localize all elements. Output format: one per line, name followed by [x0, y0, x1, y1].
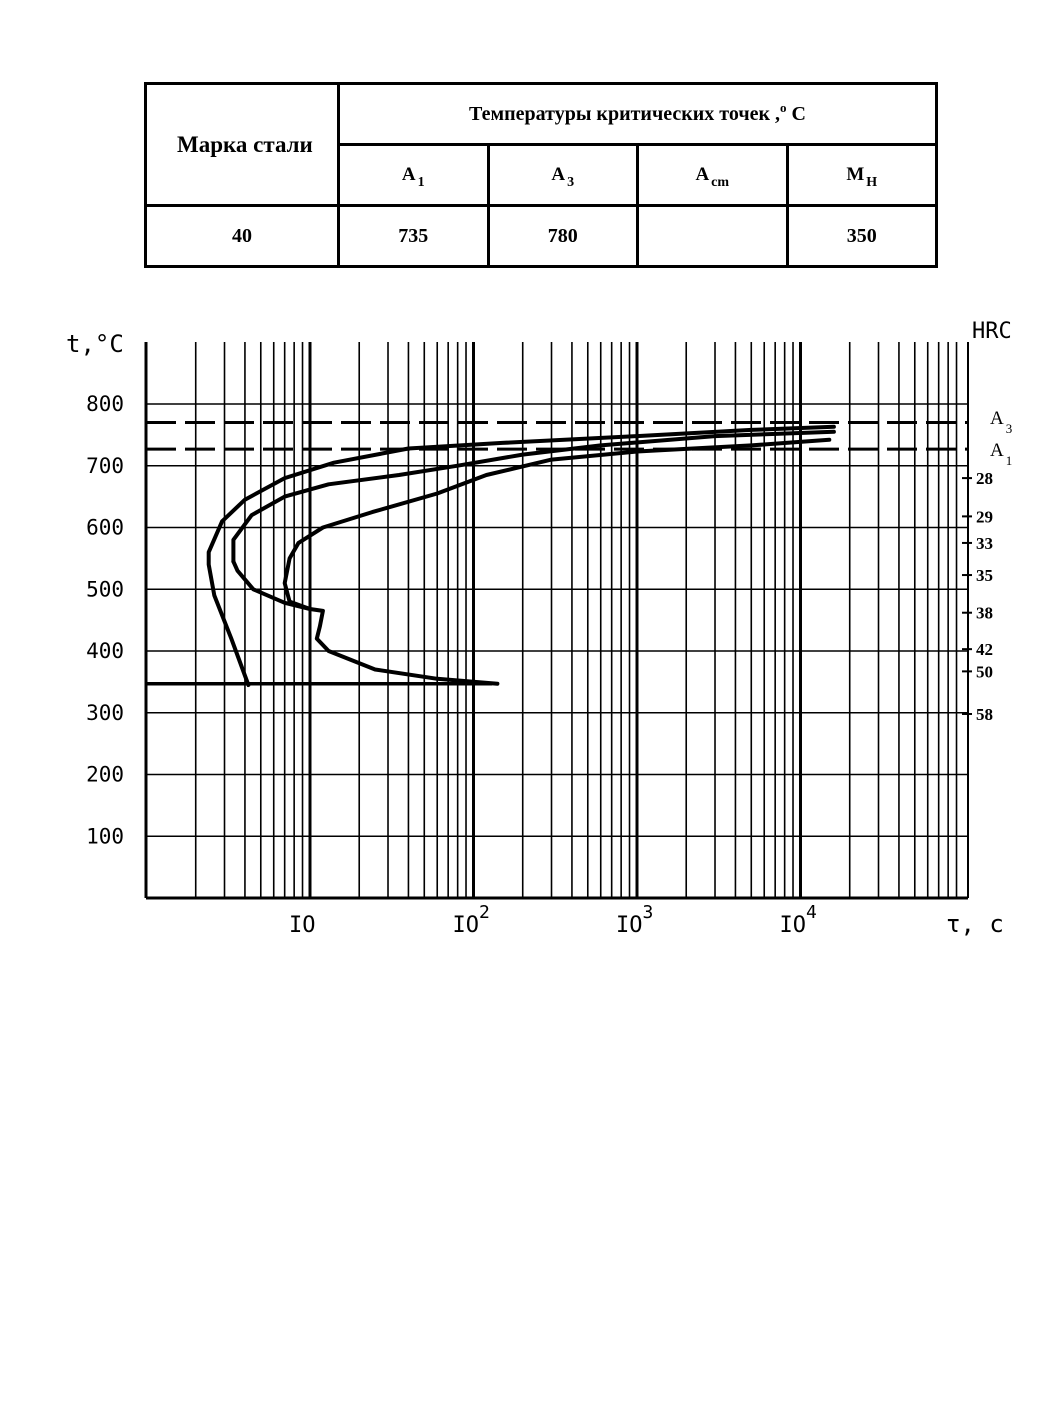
hrc-label: 29: [976, 507, 993, 527]
y-tick-label: 600: [86, 515, 124, 540]
temp-unit: С: [791, 102, 806, 125]
critical-lines: [146, 423, 968, 450]
axis-labels: [66, 319, 1012, 938]
hrc-label: 33: [976, 533, 993, 553]
hrc-label: 35: [976, 566, 993, 586]
y-axis-label: t,°C: [66, 330, 124, 358]
y-tick-label: 100: [86, 824, 124, 849]
x-axis-label: τ, с: [946, 910, 1004, 938]
y-tick-label: 800: [86, 392, 124, 416]
a1-value: 735: [339, 206, 489, 267]
steel-grade-value: 40: [146, 206, 339, 267]
critical-label-3: A $_3$: [990, 408, 1013, 436]
hrc-label: 58: [976, 704, 993, 724]
y-tick-label: 200: [86, 762, 124, 787]
x-tick-label: $IO^4$: [779, 902, 817, 938]
x-tick-label: $IO^2$: [452, 902, 490, 938]
column-mn-base: М: [846, 164, 865, 185]
y-tick-label: 700: [86, 453, 124, 478]
curve-2: [233, 432, 834, 562]
mn-value: 350: [787, 206, 937, 267]
column-a1-sub: 1: [417, 175, 425, 190]
column-a3-base: А: [551, 164, 566, 185]
hrc-label: 38: [976, 603, 993, 623]
critical-temps-title: Температуры критических точек ,: [469, 102, 780, 125]
column-acm-sub: cm: [711, 175, 730, 190]
chart-frame: [146, 342, 968, 898]
degree-sign: о: [780, 99, 787, 115]
column-a1-base: А: [401, 164, 416, 185]
x-tick-label: IO: [289, 913, 316, 938]
a3-value: 780: [488, 206, 638, 267]
x-tick-label: $IO^3$: [616, 902, 654, 938]
hrc-label: 50: [976, 662, 993, 682]
column-acm-base: А: [695, 164, 710, 185]
hrc-label: 28: [976, 469, 993, 489]
critical-label-1: A $_1$: [990, 440, 1013, 468]
y-tick-label: 400: [86, 639, 124, 663]
column-mn-sub: Н: [866, 175, 878, 190]
hrc-label: 42: [976, 640, 993, 660]
hrc-axis-label: HRC: [972, 319, 1012, 344]
column-a3-sub: 3: [567, 175, 575, 190]
y-tick-label: 300: [86, 700, 124, 725]
y-tick-label: 500: [86, 577, 124, 602]
steel-grade-header: Марка стали: [146, 84, 339, 206]
chart-grid: [146, 342, 968, 898]
